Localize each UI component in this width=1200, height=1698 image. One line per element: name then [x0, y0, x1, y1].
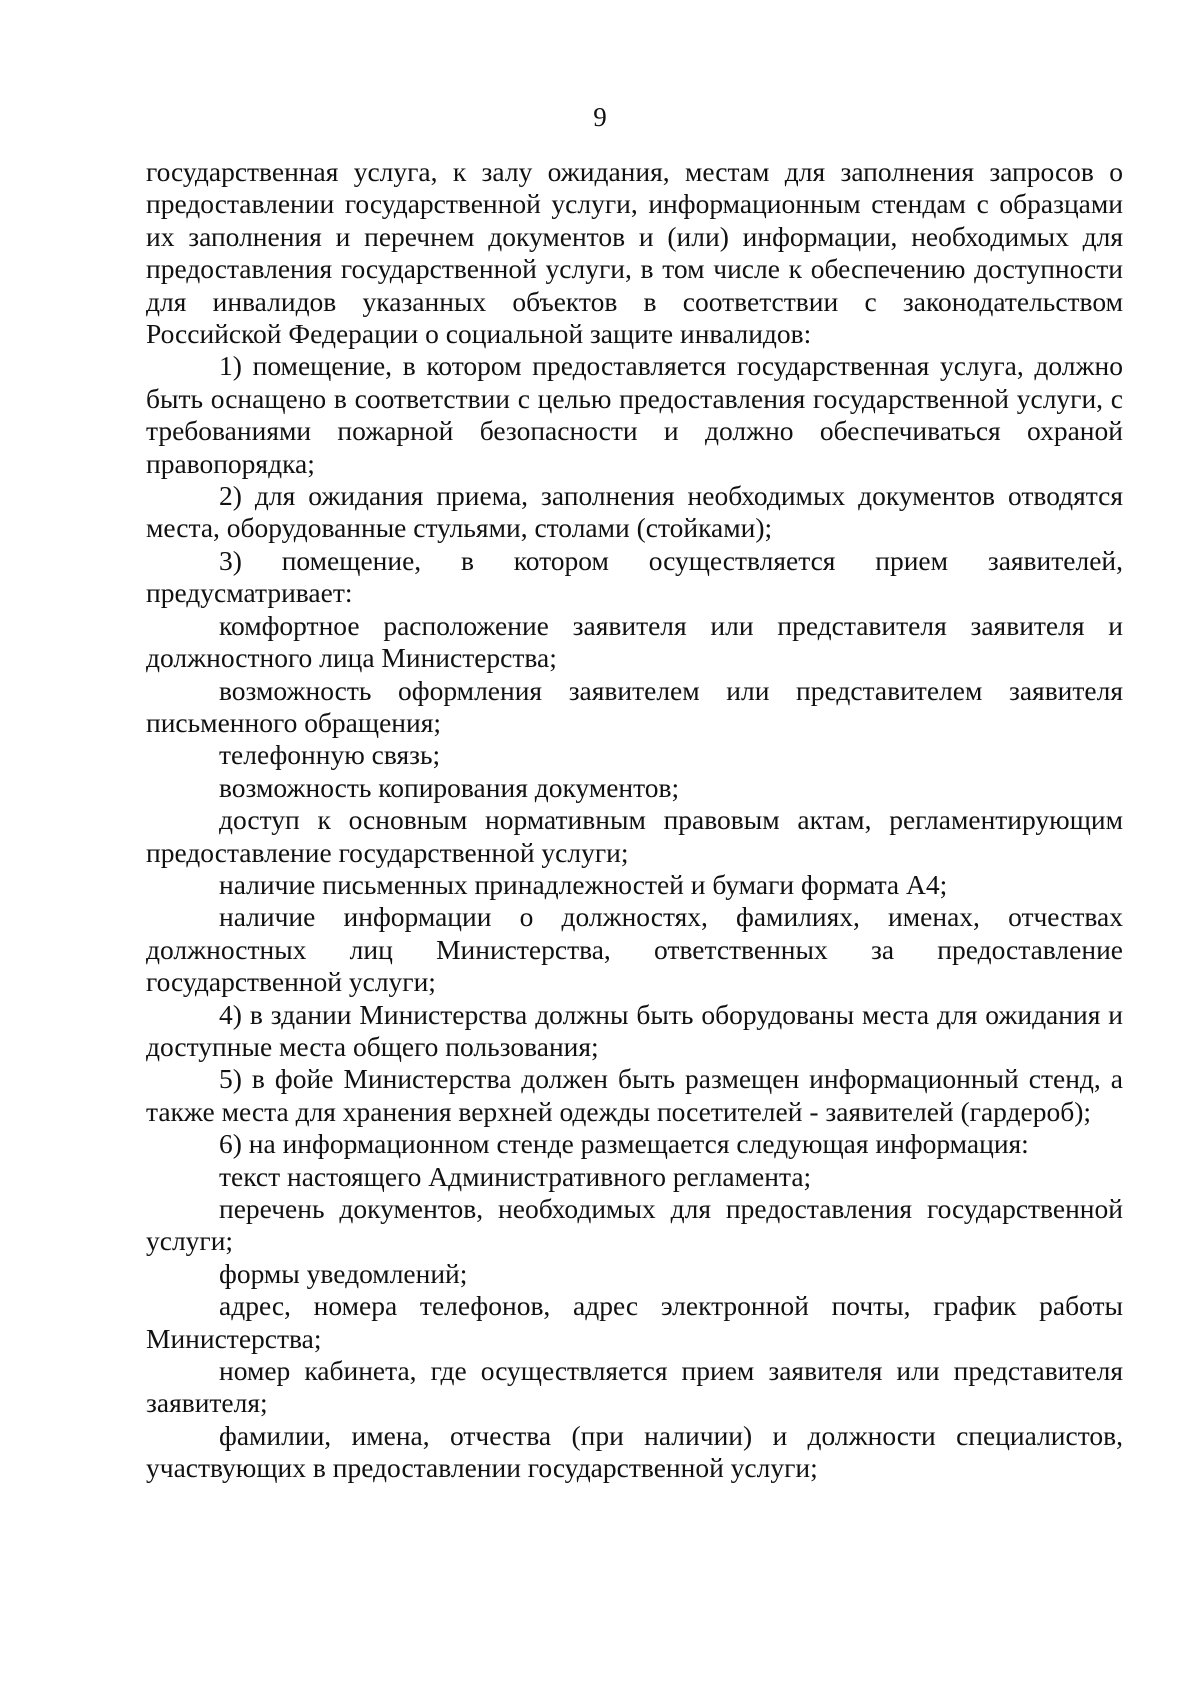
paragraph: возможность оформления заявителем или представителем заявителя письменного обращения; — [146, 674, 1123, 738]
paragraph: 6) на информационном стенде размещается следующая информация: — [219, 1128, 1029, 1160]
paragraph: наличие информации о должностях, фамилиях, именах, отчествах должностных лиц Министерства, ответственных за предоставление государственной услуги; — [146, 901, 1123, 998]
paragraph: 2) для ожидания приема, заполнения необходимых документов отводятся места, оборудованные стульями, столами (стойками); — [146, 480, 1123, 544]
paragraph: 5) в фойе Министерства должен быть размещен информационный стенд, а также места для хранения верхней одежды посетителей - заявителей (гардероб); — [146, 1063, 1123, 1127]
paragraph: 4) в здании Министерства должны быть оборудованы места для ожидания и доступные места общего пользования; — [146, 998, 1123, 1062]
paragraph: формы уведомлений; — [219, 1257, 468, 1289]
document-body — [146, 156, 1123, 1485]
paragraph: номер кабинета, где осуществляется прием заявителя или представителя заявителя; — [146, 1355, 1123, 1419]
paragraph: телефонную связь; — [219, 739, 441, 771]
paragraph: комфортное расположение заявителя или представителя заявителя и должностного лица Министерства; — [146, 609, 1123, 674]
paragraph: перечень документов, необходимых для предоставления государственной услуги; — [146, 1193, 1123, 1257]
paragraph: текст настоящего Административного регламента; — [219, 1160, 812, 1192]
paragraph: возможность копирования документов; — [219, 771, 680, 803]
page-number: 9 — [593, 102, 607, 132]
paragraph: 3) помещение, в котором осуществляется прием заявителей, предусматривает: — [146, 544, 1123, 609]
paragraph: 1) помещение, в котором предоставляется государственная услуга, должно быть оснащено в соответствии с целью предоставления государственной услуги, с требованиями пожарной безопасности и должно обеспечиваться охраной правопорядка; — [146, 350, 1123, 479]
paragraph: государственная услуга, к залу ожидания, местам для заполнения запросов о предоставлении государственной услуги, информационным стендам с образцами их заполнения и перечнем документов и (или) информации, необходимых для предоставления государственной услуги, в том числе к обеспечению доступности для инвалидов указанных объектов в соответствии с законодательством Российской Федерации о социальной защите инвалидов: — [146, 156, 1123, 350]
paragraph: фамилии, имена, отчества (при наличии) и должности специалистов, участвующих в предоставлении государственной услуги; — [146, 1419, 1123, 1484]
paragraph: адрес, номера телефонов, адрес электронной почты, график работы Министерства; — [146, 1290, 1123, 1354]
paragraph: доступ к основным нормативным правовым актам, регламентирующим предоставление государственной услуги; — [146, 804, 1123, 868]
paragraph: наличие письменных принадлежностей и бумаги формата А4; — [219, 868, 948, 900]
